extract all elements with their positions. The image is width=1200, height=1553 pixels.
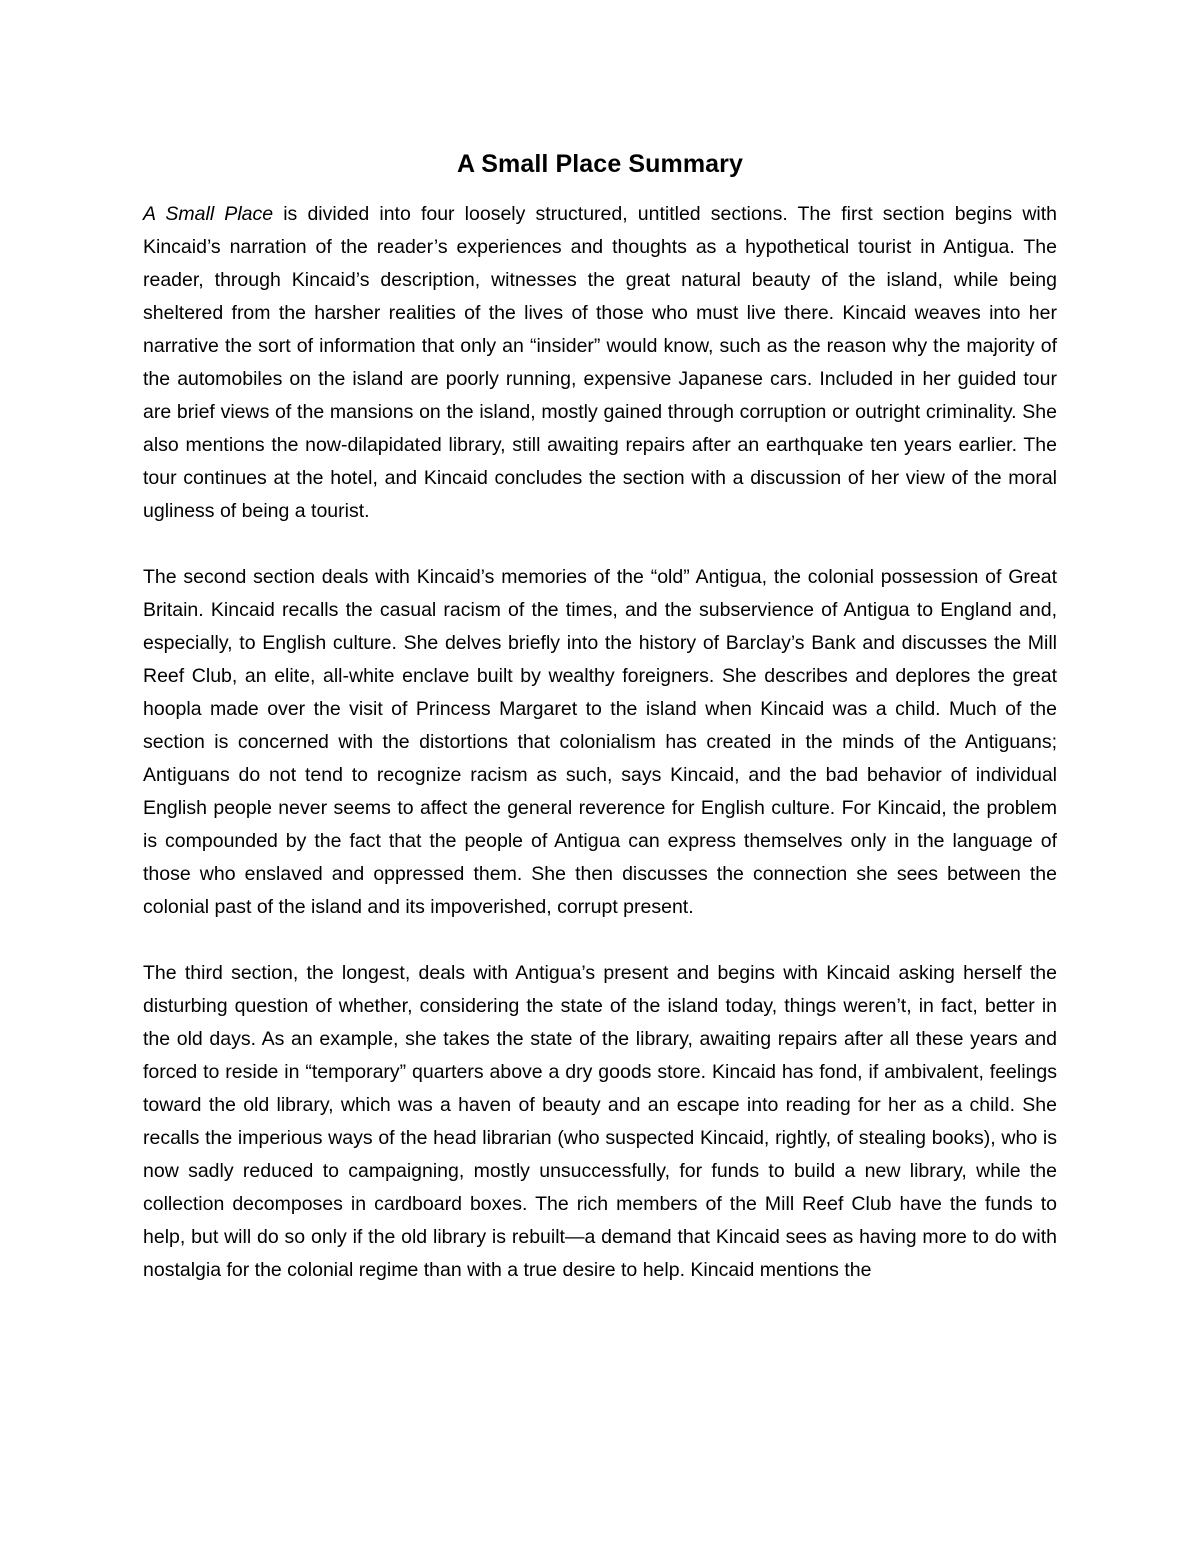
paragraph-2: The second section deals with Kincaid’s memories of the “old” Antigua, the colonial possession of Great Britain. Kincaid recalls the casual racism of the times, and the subservience of Antigua to England and, especially, to English culture. She delves briefly into the history of Barclay’s Bank and discusses the Mill Reef Club, an elite, all-white enclave built by wealthy foreigners. She describes and deplores the great hoopla made over the visit of Princess Margaret to the island when Kincaid was a child. Much of the section is concerned with the distortions that colonialism has created in the minds of the Antiguans; Antiguans do not tend to recognize racism as such, says Kincaid, and the bad behavior of individual English people never seems to affect the general reverence for English culture. For Kincaid, the problem is compounded by the fact that the people of Antigua can express themselves only in the language of those who enslaved and oppressed them. She then discusses the connection she sees between the colonial past of the island and its impoverished, corrupt present. (143, 566, 1057, 918)
paragraph-1 (143, 198, 1057, 528)
document-body (143, 198, 1057, 1320)
document-title: A Small Place Summary (456, 150, 744, 178)
paragraph-3: The third section, the longest, deals with Antigua’s present and begins with Kincaid asking herself the disturbing question of whether, considering the state of the island today, things weren’t, in fact, better in the old days. As an example, she takes the state of the library, awaiting repairs after all these years and forced to reside in “temporary” quarters above a dry goods store. Kincaid has fond, if ambivalent, feelings toward the old library, which was a haven of beauty and an escape into reading for her as a child. She recalls the imperious ways of the head librarian (who suspected Kincaid, rightly, of stealing books), who is now sadly reduced to campaigning, mostly unsuccessfully, for funds to build a new library, while the collection decomposes in cardboard boxes. The rich members of the Mill Reef Club have the funds to help, but will do so only if the old library is rebuilt—a demand that Kincaid sees as having more to do with nostalgia for the colonial regime than with a true desire to help. Kincaid mentions the (143, 962, 1057, 1281)
paragraph-1-text: is divided into four loosely structured, untitled sections. The first section begins with Kincaid’s narration of the reader’s experiences and thoughts as a hypothetical tourist in Antigua. The reader, through Kincaid’s description, witnesses the great natural beauty of the island, while being sheltered from the harsher realities of the lives of those who must live there. Kincaid weaves into her narrative the sort of information that only an “insider” would know, such as the reason why the majority of the automobiles on the island are poorly running, expensive Japanese cars. Included in her guided tour are brief views of the mansions on the island, mostly gained through corruption or outright criminality. She also mentions the now-dilapidated library, still awaiting repairs after an earthquake ten years earlier. The tour continues at the hotel, and Kincaid concludes the section with a discussion of her view of the moral ugliness of being a tourist. (143, 203, 1057, 522)
book-title-italic: A Small Place (143, 203, 274, 225)
